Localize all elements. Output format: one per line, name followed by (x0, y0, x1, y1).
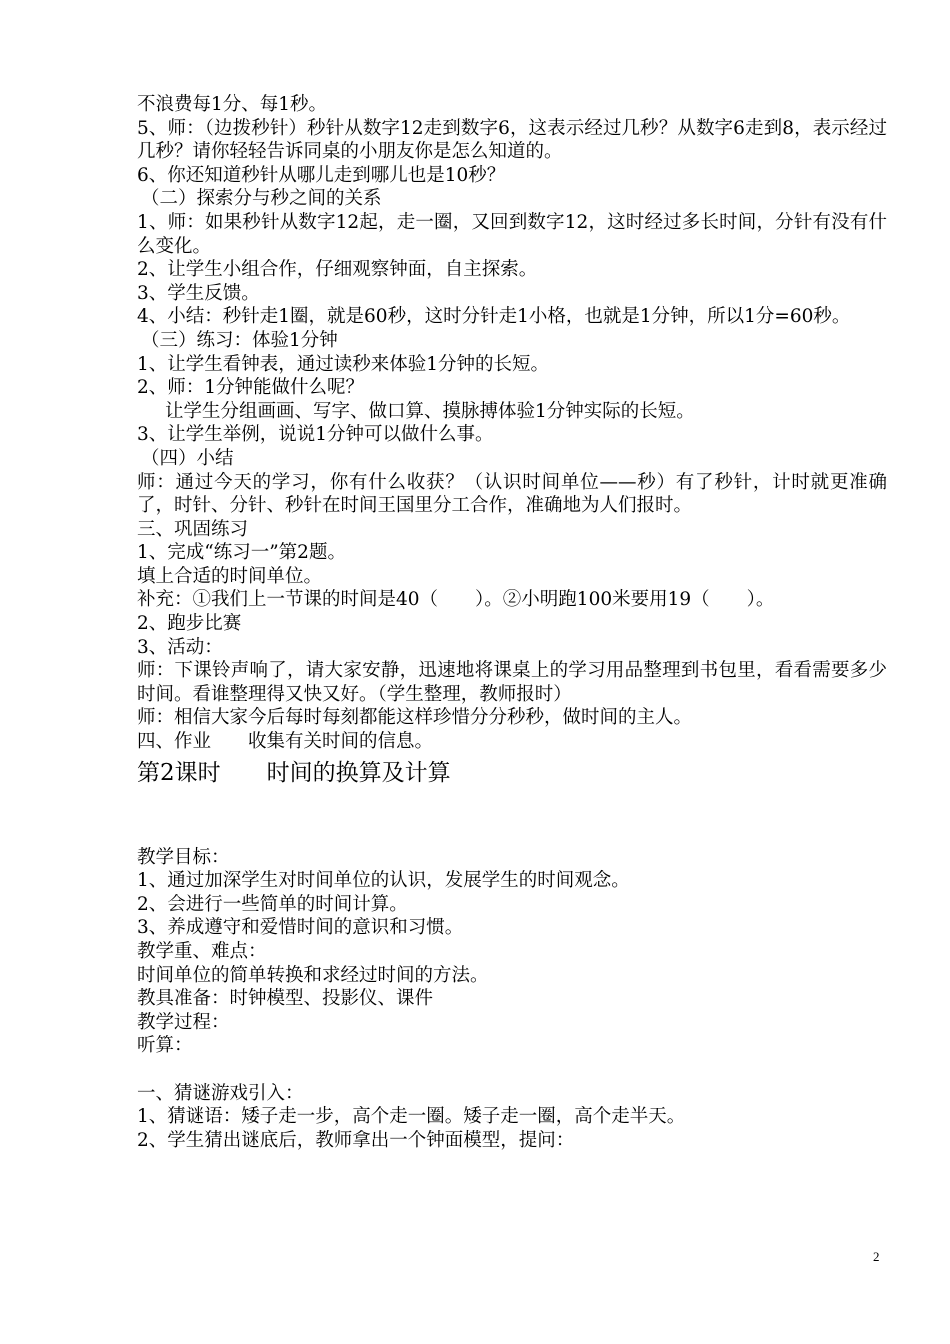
text-paragraph: 师：下课铃声响了，请大家安静，迅速地将课桌上的学习用品整理到书包里，看看需要多少时间。看谁整理得又快又好。（学生整理，教师报时） (137, 660, 887, 705)
text-line: 不浪费每1分、每1秒。 (137, 94, 328, 115)
section-heading: 一、猜谜游戏引入： (137, 1082, 304, 1104)
text-line: 1、猜谜语：矮子走一步，高个走一圈。矮子走一圈，高个走半天。 (137, 1106, 686, 1128)
section-heading: 教学重、难点： (137, 941, 267, 962)
text-line: 填上合适的时间单位。 (137, 565, 323, 587)
text-line: 3、学生反馈。 (137, 282, 260, 304)
text-line: 2、跑步比赛 (137, 613, 242, 635)
text-line: 3、活动： (137, 636, 223, 658)
section-heading: 教学目标： (137, 846, 230, 868)
text-line: 2、师：1分钟能做什么呢？ (137, 377, 365, 399)
section-heading: （四）小结 (141, 447, 234, 469)
text-line: 1、通过加深学生对时间单位的认识，发展学生的时间观念。 (137, 870, 630, 892)
text-line: 2、学生猜出谜底后，教师拿出一个钟面模型，提问： (137, 1129, 575, 1151)
section-heading: 四、作业 收集有关时间的信息。 (137, 731, 434, 753)
text-paragraph: 1、师：如果秒针从数字12起，走一圈，又回到数字12，这时经过多长时间，分针有没有什么变化。 (137, 211, 887, 257)
text-paragraph: 5、师：（边拨秒针）秒针从数字12走到数字6，这表示经过几秒？从数字6走到8，表示经过几秒？请你轻轻告诉同桌的小朋友你是怎么知道的。 (137, 117, 887, 163)
page-number: 2 (873, 1249, 880, 1264)
text-line: 1、完成“练习一”第2题。 (137, 542, 346, 564)
text-line: 2、让学生小组合作，仔细观察钟面，自主探索。 (137, 259, 538, 281)
text-line: 1、让学生看钟表，通过读秒来体验1分钟的长短。 (137, 353, 550, 375)
text-line: 3、让学生举例，说说1分钟可以做什么事。 (137, 424, 494, 446)
text-line: 师：相信大家今后每时每刻都能这样珍惜分分秒秒，做时间的主人。 (137, 707, 693, 729)
text-line: 6、你还知道秒针从哪儿走到哪儿也是10秒？ (137, 164, 506, 186)
section-heading: （三）练习：体验1分钟 (141, 329, 338, 351)
spacer (137, 788, 887, 846)
text-line: 2、会进行一些简单的时间计算。 (137, 893, 408, 915)
section-heading: （二）探索分与秒之间的关系 (141, 188, 382, 210)
spacer (137, 1058, 887, 1082)
text-line: 教具准备：时钟模型、投影仪、课件 (137, 988, 434, 1010)
text-line: 让学生分组画画、写字、做口算、摸脉搏体验1分钟实际的长短。 (165, 400, 695, 422)
text-paragraph: 4、小结：秒针走1圈，就是60秒，这时分针走1小格，也就是1分钟，所以1分=60秒。 (137, 306, 851, 328)
text-line: 3、养成遵守和爱惜时间的意识和习惯。 (137, 917, 464, 939)
lesson-heading: 第2课时 时间的换算及计算 (137, 759, 451, 786)
section-heading: 三、巩固练习 (137, 518, 249, 540)
section-heading: 教学过程： (137, 1011, 230, 1033)
page-content (137, 93, 887, 1152)
text-line: 补充：①我们上一节课的时间是40（ ）。②小明跑100米要用19（ ）。 (137, 589, 775, 611)
text-line: 时间单位的简单转换和求经过时间的方法。 (137, 964, 489, 986)
text-line: 听算： (137, 1035, 193, 1057)
text-paragraph: 师：通过今天的学习，你有什么收获？（认识时间单位——秒）有了秒针，计时就更准确了，时针、分针、秒针在时间王国里分工合作，准确地为人们报时。 (137, 471, 887, 517)
